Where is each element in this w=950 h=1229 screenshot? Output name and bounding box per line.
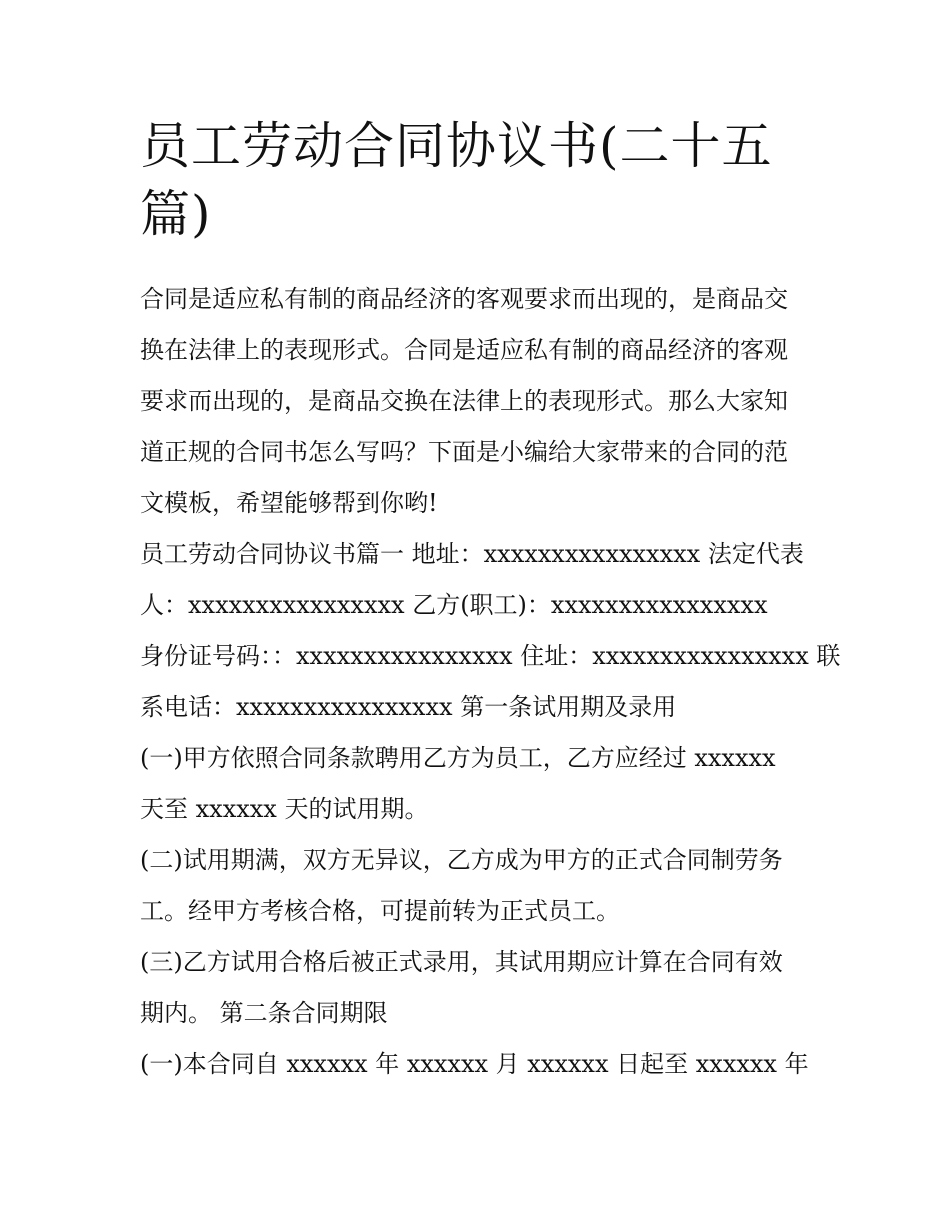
body-line: 身份证号码：：xxxxxxxxxxxxxxxx 住址：xxxxxxxxxxxxxxxx 联 [140, 642, 841, 670]
body-line: (一)甲方依照合同条款聘用乙方为员工，乙方应经过 xxxxxx [140, 744, 776, 772]
body-line: 系电话：xxxxxxxxxxxxxxxx 第一条试用期及录用 [140, 693, 677, 721]
body-line: (三)乙方试用合格后被正式录用，其试用期应计算在合同有效 [140, 948, 783, 976]
body-line: 工。经甲方考核合格，可提前转为正式员工。 [140, 897, 620, 925]
document-title [140, 112, 820, 248]
body-line: 道正规的合同书怎么写吗？下面是小编给大家带来的合同的范 [140, 438, 788, 466]
body-line: 期内。 第二条合同期限 [140, 999, 388, 1027]
body-line: 人：xxxxxxxxxxxxxxxx 乙方(职工)：xxxxxxxxxxxxxxxx [140, 591, 768, 619]
body-line: 换在法律上的表现形式。合同是适应私有制的商品经济的客观 [140, 336, 788, 364]
body-line: 合同是适应私有制的商品经济的客观要求而出现的，是商品交 [140, 285, 788, 313]
document-body [140, 274, 841, 1090]
body-line: 员工劳动合同协议书篇一 地址：xxxxxxxxxxxxxxxx 法定代表 [140, 540, 804, 568]
body-line: 文模板，希望能够帮到你哟! [140, 489, 438, 517]
title-line-1: 员工劳动合同协议书(二十五 [140, 117, 773, 175]
body-line: (一)本合同自 xxxxxx 年 xxxxxx 月 xxxxxx 日起至 xxxxxx 年 [140, 1050, 809, 1078]
title-line-2: 篇) [140, 185, 212, 243]
body-line: (二)试用期满，双方无异议，乙方成为甲方的正式合同制劳务 [140, 846, 783, 874]
body-line: 天至 xxxxxx 天的试用期。 [140, 795, 429, 823]
document-page [140, 112, 841, 1090]
body-line: 要求而出现的，是商品交换在法律上的表现形式。那么大家知 [140, 387, 788, 415]
